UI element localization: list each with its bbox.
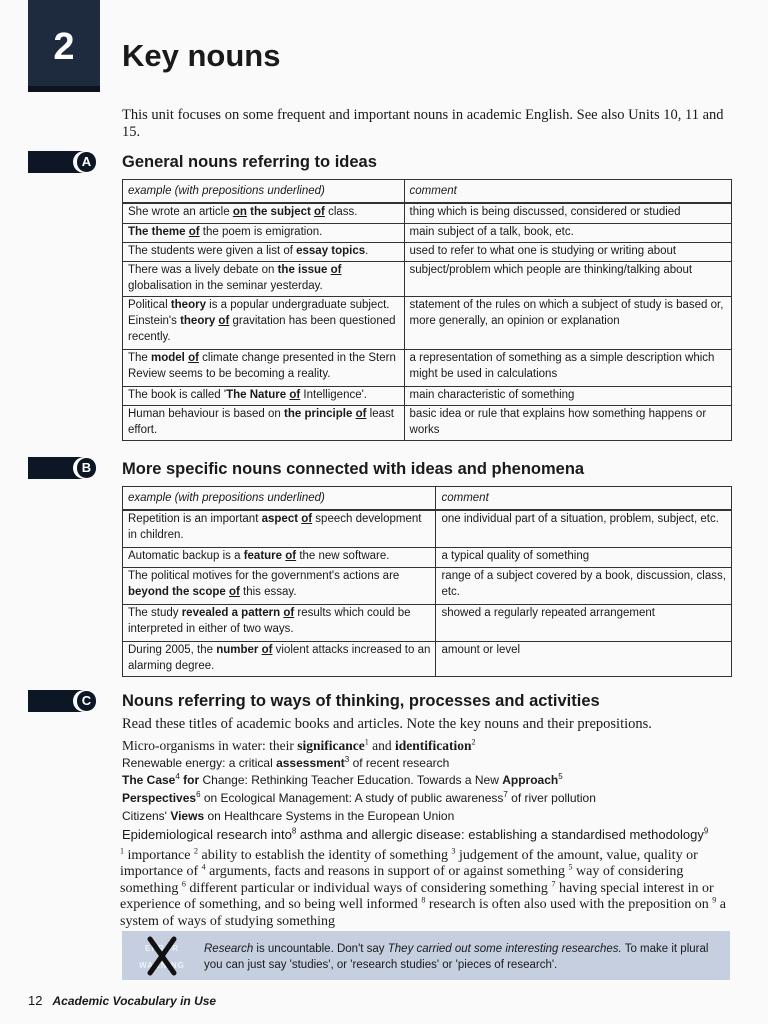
preposition: of [301,512,313,525]
title-text: on Ecological Management: A study of public [200,791,446,806]
example-cell: Automatic backup is a feature of the new software. [123,548,436,568]
table-row [123,387,732,406]
preposition: of [355,408,367,420]
example-cell: There was a lively debate on the issue of globalisation in the seminar yesterday. [123,262,405,297]
comment-cell: a representation of something as a simple description which might be used in calculations [404,350,731,387]
header-example: example (with prepositions underlined) [123,487,436,510]
key-noun: beyond the scope [128,586,226,598]
article-title [122,772,734,790]
table-row [123,350,732,387]
page-footer [28,993,216,1008]
comment-cell: showed a regularly repeated arrangement [436,605,732,642]
footnote-number: 6 [181,879,186,889]
title-text: methodology [629,826,704,842]
comment-cell: range of a subject covered by a book, discussion, class, etc. [436,568,732,605]
section-letter: C [77,691,96,711]
key-noun: aspect [261,512,299,525]
comment-cell: subject/problem which people are thinking/talking about [404,262,731,297]
footnote-text: having special interest in or experience of something, and so being well informed [120,880,714,913]
section-letter: B [77,458,96,478]
table-specific-nouns [122,486,732,677]
footnote-number: 7 [551,879,556,889]
footnote-ref: 7 [503,790,508,800]
title-text: Renewable energy: a critical [122,755,277,770]
section-marker-c [28,690,97,712]
section-marker-b [28,457,97,479]
key-noun: identification [394,738,472,753]
table-general-nouns [122,179,732,441]
preposition: of [188,352,199,364]
section-marker-a [28,151,97,173]
key-noun: for [179,773,203,788]
key-noun: The theme [128,226,186,238]
key-noun: Approach [502,773,559,788]
article-title [122,790,734,808]
footnote-ref: 2 [471,737,476,747]
comment-cell: main subject of a talk, book, etc. [404,224,731,243]
table-row [123,262,732,297]
key-noun: theory [180,315,216,327]
warning-text [204,941,724,973]
preposition: of [228,586,240,598]
footnote-text: judgement of the amount, value, quality or importance of [120,848,698,880]
example-cell: Human behaviour is based on the principle of least effort. [123,406,405,441]
key-noun: the principle [284,408,353,420]
example-cell: The model of climate change presented in the Stern Review seems to be becoming a reality. [123,350,405,387]
preposition: of [330,264,342,276]
footnote-number: 4 [201,862,206,872]
title-text: Epidemiological research [122,826,271,842]
table-row [123,203,732,224]
page-title: Key nouns [122,38,281,73]
error-warning-box [122,931,730,980]
key-noun: Perspectives [122,791,197,806]
table-header-row [123,487,732,510]
key-noun: theory [170,299,206,311]
key-noun: the issue [277,264,328,276]
comment-cell: basic idea or rule that explains how something happens or works [404,406,731,441]
footnote-text: arguments, facts and reasons in support of or against something [205,864,569,880]
comment-cell: statement of the rules on which a subject of study is based or, more generally, an opinion or explanation [404,297,731,350]
table-header-row [123,180,732,203]
comment-cell: one individual part of a situation, problem, subject, etc. [436,510,732,548]
unit-number: 2 [53,26,75,68]
example-cell: The book is called 'The Nature of Intelligence'. [123,387,405,406]
preposition: of [218,315,230,327]
example-cell: Repetition is an important aspect of speech development in children. [123,510,436,548]
table-row [123,510,732,548]
section-title-c: Nouns referring to ways of thinking, processes and activities [122,692,600,710]
unit-number-badge [28,0,100,92]
key-noun: assessment [276,755,345,770]
title-text: Micro-organisms in water: their [122,738,298,753]
footnote-number: 9 [712,895,717,905]
title-text: of recent research [349,755,450,770]
incorrect-example: They carried out some interesting researches. [387,943,622,955]
comment-cell: main characteristic of something [404,387,731,406]
article-titles [122,737,734,843]
footnote-ref: 3 [344,754,350,764]
section-letter: A [77,152,96,172]
key-noun: revealed a pattern [181,607,281,619]
book-title: Academic Vocabulary in Use [52,994,217,1008]
key-noun: Views [170,808,205,823]
preposition: of [283,607,295,619]
title-text: of river pollution [507,791,596,806]
header-example: example (with prepositions underlined) [123,180,405,203]
footnote-ref: 5 [558,772,563,782]
table-row [123,406,732,441]
comment-cell: thing which is being discussed, considered or studied [404,203,731,224]
preposition: on [232,205,247,218]
footnote-ref: 9 [703,826,709,836]
warning-text-part: To make it plural you can just say 'studies', or 'research studies' or 'pieces of research'. [204,943,709,971]
key-noun: essay topics [296,245,366,257]
footnote-text: way of considering something [120,864,684,896]
table-row [123,224,732,243]
footnote-number: 2 [193,846,198,856]
warning-text-part: is uncountable. Don't say [253,943,388,955]
page-number: 12 [28,993,43,1008]
table-row [123,243,732,262]
header-comment: comment [404,180,731,203]
table-row [123,548,732,568]
preposition: of [285,550,297,562]
title-text: asthma and allergic disease: establishing a standardised [296,826,630,842]
article-title [122,737,734,755]
table-row [123,605,732,642]
key-noun: feature [243,550,283,562]
footnote-text: research is often also used with the preposition on [425,897,713,913]
title-text: Citizens' [122,808,171,823]
key-noun: significance [297,738,365,753]
svg-text:ERROR: ERROR [145,944,179,953]
preposition: of [261,644,273,656]
example-cell: The students were given a list of essay topics. [123,243,405,262]
key-noun: The Nature [226,389,287,401]
comment-cell: amount or level [436,642,732,677]
svg-text:WARNING: WARNING [139,961,185,970]
preposition: of [188,226,200,238]
table-body [123,487,732,677]
table-row [123,297,732,350]
footnote-number: 3 [451,846,456,856]
header-comment: comment [436,487,732,510]
section-title-b: More specific nouns connected with ideas and phenomena [122,460,585,478]
table-row [123,568,732,605]
table-body [123,180,732,441]
preposition: of [289,389,301,401]
title-text: on Healthcare Systems in the European Union [204,808,455,823]
article-title [122,808,734,826]
preposition: of [314,205,325,218]
title-text: into [270,826,292,842]
key-noun: the subject [250,205,311,218]
title-text: Change: Rethinking Teacher Education. Towards a New [202,773,503,788]
article-title [122,826,734,844]
example-cell: Political theory is a popular undergraduate subject. Einstein's theory of gravitation has been questioned recently. [123,297,405,350]
example-cell: The political motives for the government's actions are beyond the scope of this essay. [123,568,436,605]
footnote-text: ability to establish the identity of something [197,848,452,863]
table-row [123,642,732,677]
unit-intro: This unit focuses on some frequent and important nouns in academic English. See also Units 10, 11 and 15. [122,107,724,140]
footnote-ref: 8 [291,826,297,836]
footnote-ref: 4 [175,772,180,782]
article-title [122,755,734,773]
footnote-text: a system of ways of studying something [120,897,726,929]
footnotes [120,848,732,930]
footnote-ref: 6 [196,790,201,800]
key-noun: The Case [122,773,176,788]
footnote-number: 5 [568,862,573,872]
title-text: awareness [445,791,504,806]
footnote-ref: 1 [364,737,369,747]
footnote-text: importance [124,848,194,863]
warning-text-part: Research [204,943,254,955]
example-cell: She wrote an article on the subject of class. [123,203,405,224]
section-c-intro: Read these titles of academic books and articles. Note the key nouns and their prepositions. [122,716,652,732]
key-noun: number [216,644,259,656]
example-cell: The theme of the poem is emigration. [123,224,405,243]
comment-cell: used to refer to what one is studying or writing about [404,243,731,262]
footnote-text: different particular or individual ways of considering something [185,880,552,896]
footnote-number: 8 [421,895,426,905]
section-title-a: General nouns referring to ideas [122,153,377,171]
title-text: and [368,738,395,753]
footnote-number: 1 [120,846,124,856]
key-noun: model [151,352,185,364]
error-warning-icon [132,935,192,977]
example-cell: The study revealed a pattern of results which could be interpreted in either of two ways. [123,605,436,642]
example-cell: During 2005, the number of violent attacks increased to an alarming degree. [123,642,436,677]
comment-cell: a typical quality of something [436,548,732,568]
